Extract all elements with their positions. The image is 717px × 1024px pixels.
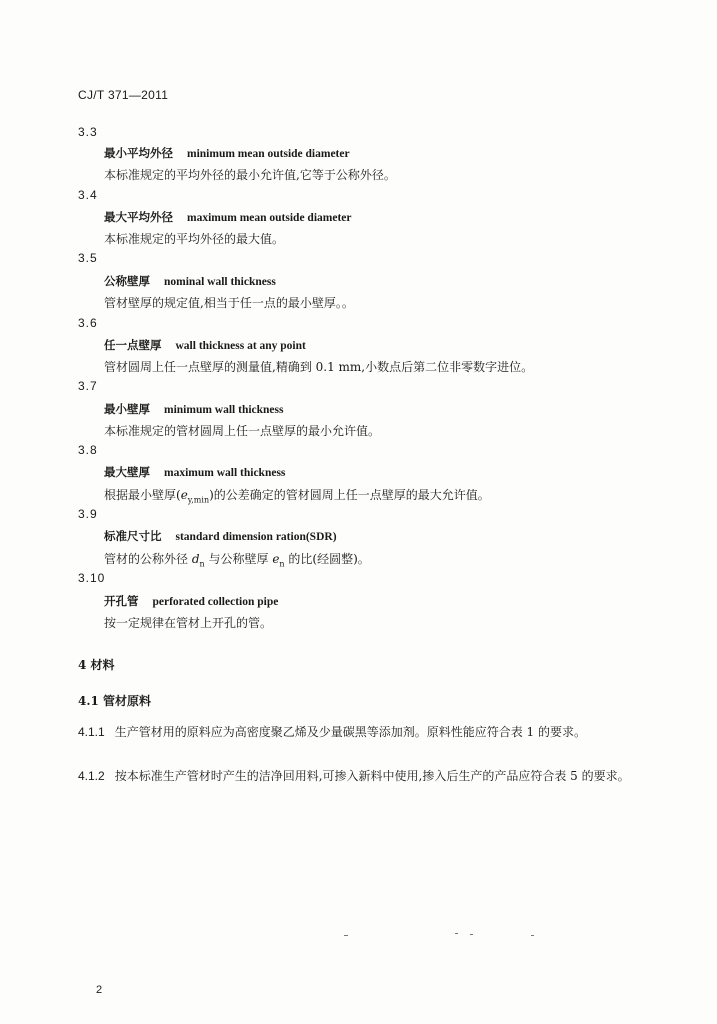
term-definition: 按一定规律在管材上开孔的管。 [104, 616, 273, 630]
term-en: standard dimension ration(SDR) [175, 531, 337, 543]
term-title [104, 464, 285, 480]
term-number: 3.8 [78, 443, 98, 457]
term-number: 3.6 [78, 316, 98, 330]
term-definition: 管材的公称外径 $d_n$ 与公称壁厚 $e_n$ 的比(经圆整)。 [104, 552, 370, 569]
term-definition: 管材圆周上任一点壁厚的测量值,精确到 0.1 mm,小数点后第二位非零数字进位。 [104, 360, 534, 374]
scan-mark [470, 934, 473, 935]
term-title [104, 528, 337, 544]
term-number: 3.9 [78, 507, 98, 521]
scan-mark [344, 935, 348, 936]
term-title [104, 273, 276, 289]
term-cn: 开孔管 [104, 594, 139, 608]
term-cn: 公称壁厚 [104, 274, 150, 288]
scan-mark [531, 935, 534, 936]
term-definition: 本标准规定的平均外径的最小允许值,它等于公称外径。 [104, 168, 396, 182]
standard-code-header: CJ/T 371—2011 [78, 88, 169, 102]
term-title [104, 401, 284, 417]
term-en: nominal wall thickness [164, 276, 276, 288]
term-definition: 本标准规定的管材圆周上任一点壁厚的最小允许值。 [104, 424, 381, 438]
term-cn: 最小壁厚 [104, 402, 150, 416]
page-number: 2 [96, 984, 103, 996]
paragraph-text: 生产管材用的原料应为高密度聚乙烯及少量碳黑等添加剂。原料性能应符合表 1 的要求。 [114, 725, 586, 739]
paragraph [78, 765, 656, 787]
term-cn: 标准尺寸比 [104, 529, 162, 543]
term-title [104, 337, 306, 353]
term-en: maximum mean outside diameter [187, 212, 352, 224]
scan-mark [455, 933, 458, 934]
term-en: wall thickness at any point [175, 340, 306, 352]
paragraph-number: 4.1.2 [78, 769, 105, 783]
section-heading: 4 材料 [78, 658, 115, 672]
paragraph [78, 721, 656, 743]
term-cn: 最小平均外径 [104, 146, 173, 160]
term-en: minimum mean outside diameter [187, 148, 350, 160]
term-title [104, 145, 350, 161]
term-cn: 任一点壁厚 [104, 338, 162, 352]
term-number: 3.7 [78, 379, 98, 393]
term-en: minimum wall thickness [164, 404, 284, 416]
term-number: 3.3 [78, 125, 98, 139]
term-title [104, 209, 352, 225]
term-definition: 本标准规定的平均外径的最大值。 [104, 232, 285, 246]
term-number: 3.4 [78, 188, 98, 202]
term-en: perforated collection pipe [152, 596, 279, 608]
term-cn: 最大壁厚 [104, 465, 150, 479]
term-definition: 管材壁厚的规定值,相当于任一点的最小壁厚。。 [104, 296, 354, 310]
paragraph-number: 4.1.1 [78, 725, 105, 739]
term-cn: 最大平均外径 [104, 210, 173, 224]
paragraph-text: 按本标准生产管材时产生的洁净回用料,可掺入新料中使用,掺入后生产的产品应符合表 5 的要求。 [114, 769, 630, 783]
subsection-heading: 4.1 管材原料 [78, 694, 152, 708]
term-definition: 根据最小壁厚$(e_{y,min})$的公差确定的管材圆周上任一点壁厚的最大允许值。 [104, 488, 490, 505]
term-en: maximum wall thickness [164, 467, 286, 479]
term-number: 3.10 [78, 571, 106, 585]
term-number: 3.5 [78, 251, 98, 265]
term-title [104, 593, 278, 609]
